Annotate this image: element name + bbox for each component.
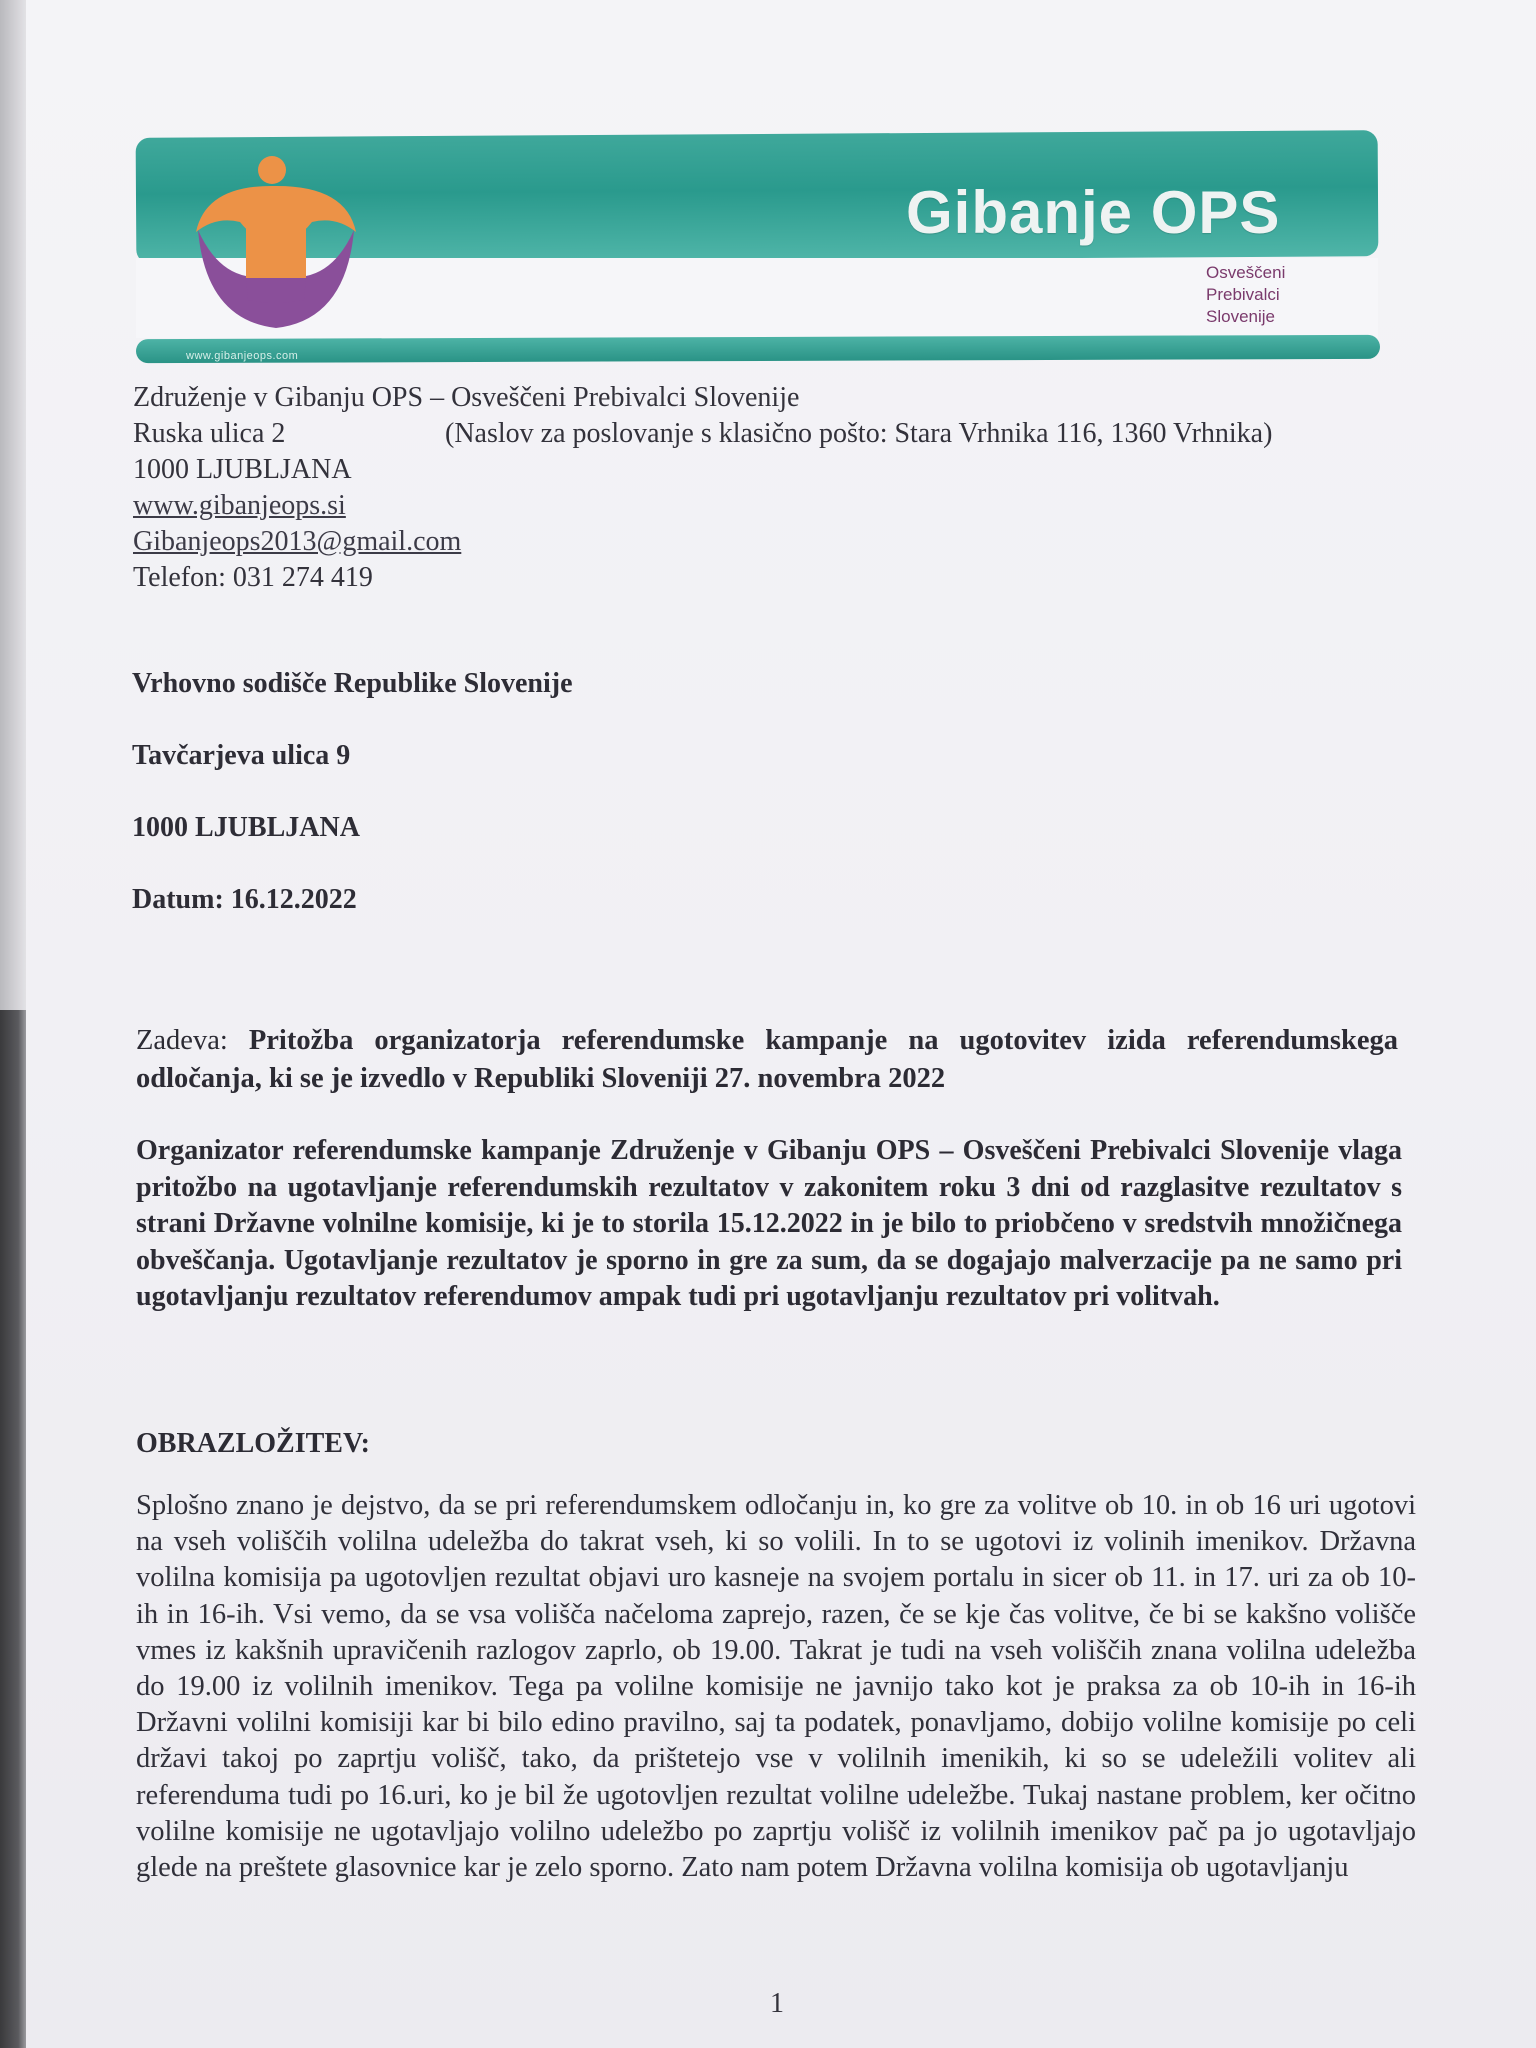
subject-text: Pritožba organizatorja referendumske kampanje na ugotovitev izida referendumskega odločanja, ki se je izvedlo v Republiki Sloveniji 27. novembra 2022 xyxy=(136,1025,1398,1094)
body-paragraph: Splošno znano je dejstvo, da se pri referendumskem odločanju in, ko gre za volitve ob 10. in ob 16 uri ugotovi na vseh voliščih volilna udeležba do takrat vseh, ki so volili. In to se ugotovi iz volinih imenikov. Državna volilna komisija pa ugotovljen rezultat objavi uro kasneje na svojem portalu in sicer ob 11. in 17. uri za ob 10-ih in 16-ih. Vsi vemo, da se vsa volišča načeloma zaprejo, razen, če se kje čas volitve, če bi se kakšno volišče vmes iz kakšnih upravičenih razlogov zaprlo, ob 19.00. Takrat je tudi na vseh voliščih znana volilna udeležba do 19.00 iz volilnih imenikov. Tega pa volilne komisije ne javnijo tako kot je praksa za ob 10-ih in 16-ih Državni volilni komisiji kar bi bilo edino pravilno, saj ta podatek, ponavljamo, dobijo volilne komisije po celi državi takoj po zaprtju volišč, tako, da prištetejo vse v volilnih imenikih, ki so se udeležili volitev ali referenduma tudi po 16.uri, ko je bil že ugotovljen rezultat volilne udeležbe. Tukaj nastane problem, ker očitno volilne komisije ne ugotavljajo volilno udeležbo po zaprtju volišč iz volilnih imenikov pač pa jo ugotavljajo glede na preštete glasovnice kar je zelo sporno. Zato nam potem Državna volilna komisija ob ugotavljanju xyxy=(136,1490,1416,1884)
tagline-line: Slovenije xyxy=(1206,307,1275,326)
sender-city: 1000 LJUBLJANA xyxy=(133,454,352,485)
page-number: 1 xyxy=(770,1988,784,2019)
sender-street: Ruska ulica 2 xyxy=(133,418,286,449)
brand-tagline xyxy=(1206,262,1326,328)
sender-website-link[interactable]: www.gibanjeops.si xyxy=(133,490,346,521)
section-heading: OBRAZLOŽITEV: xyxy=(136,1428,370,1459)
sender-postal-note: (Naslov za poslovanje s klasično pošto: Stara Vrhnika 116, 1360 Vrhnika) xyxy=(445,418,1273,449)
sender-phone: Telefon: 031 274 419 xyxy=(133,562,373,593)
sender-address xyxy=(133,380,1273,596)
recipient-name: Vrhovno sodišče Republike Slovenije xyxy=(132,668,573,699)
recipient-city: 1000 LJUBLJANA xyxy=(132,812,360,843)
sender-name: Združenje v Gibanju OPS – Osveščeni Prebivalci Slovenije xyxy=(133,382,800,413)
tagline-line: Osveščeni xyxy=(1206,263,1286,282)
brand-title: Gibanje OPS xyxy=(906,179,1281,246)
banner-url: www.gibanjeops.com xyxy=(186,350,299,362)
subject-label: Zadeva: xyxy=(136,1025,228,1056)
document-date: Datum: 16.12.2022 xyxy=(132,884,357,915)
sender-email-link[interactable]: Gibanjeops2013@gmail.com xyxy=(133,526,462,557)
recipient-street: Tavčarjeva ulica 9 xyxy=(132,740,351,771)
gibanje-ops-logo-icon xyxy=(186,150,366,340)
subject-line xyxy=(136,1022,1398,1098)
page-edge-shadow xyxy=(0,1010,26,2048)
tagline-line: Prebivalci xyxy=(1206,285,1280,304)
intro-paragraph: Organizator referendumske kampanje Združenje v Gibanju OPS – Osveščeni Prebivalci Slovenije vlaga pritožbo na ugotavljanje referendumskih rezultatov v zakonitem roku 3 dni od razglasitve rezultatov s strani Državne volnilne komisije, ki je to storila 15.12.2022 in je bilo to priobčeno v sredstvih množičnega obveščanja. Ugotavljanje rezultatov je sporno in gre za sum, da se dogajajo malverzacije pa ne samo pri ugotavljanju rezultatov referendumov ampak tudi pri ugotavljanju rezultatov pri volitvah. xyxy=(136,1135,1402,1312)
